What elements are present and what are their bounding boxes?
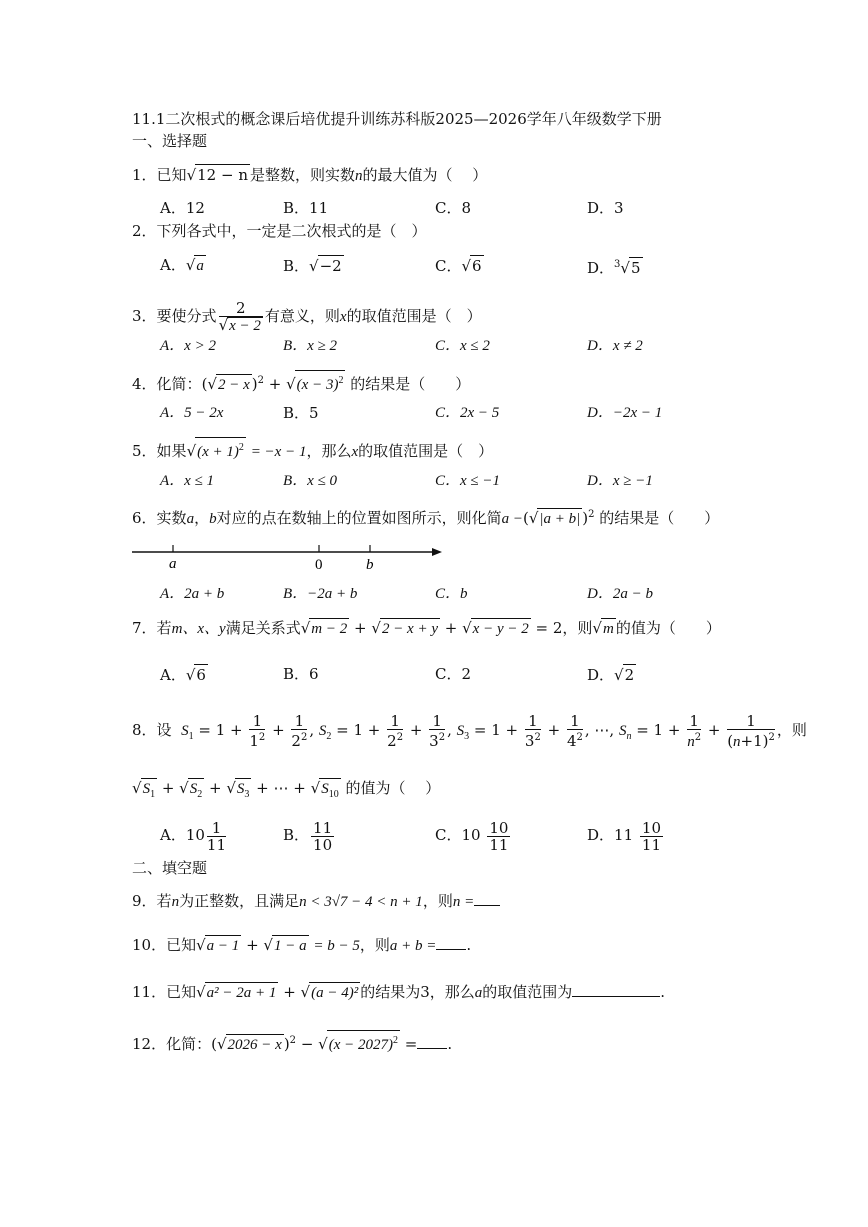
q2-option-c: C．√6 bbox=[435, 257, 482, 275]
question-12: 12．化简：(√2026 − x )$^2 - √(x - 2027)^2$ = . bbox=[132, 1030, 452, 1055]
q4-option-a: A．5 − 2x bbox=[160, 405, 224, 421]
section-heading-fill: 二、填空题 bbox=[132, 859, 208, 877]
q2-option-d: D．$^3$√5 bbox=[587, 259, 641, 277]
q7-option-d: D．√2 bbox=[587, 666, 635, 684]
q5-option-d: D．x ≥ −1 bbox=[587, 473, 653, 489]
q6-option-b: B．−2a + b bbox=[283, 586, 358, 602]
section-heading-choice: 一、选择题 bbox=[132, 132, 208, 150]
q1-option-d: D．3 bbox=[587, 199, 624, 217]
q4-option-d: D．−2x − 1 bbox=[587, 405, 663, 421]
q8-option-c: C．10 $\frac{10}{11}$ bbox=[435, 818, 509, 854]
q1-option-c: C．8 bbox=[435, 199, 472, 217]
answer-blank bbox=[436, 935, 466, 950]
question-1: 1．已知√12 − n 是整数，则实数n的最大值为（ ） bbox=[132, 166, 488, 184]
q3-option-a: A．x > 2 bbox=[160, 338, 216, 354]
question-11: 11．已知√a² − 2a + 1 + √(a − 4)² 的结果为3，那么a的取值范围为 . bbox=[132, 983, 666, 1001]
axis-label-zero: 0 bbox=[315, 557, 323, 573]
answer-blank bbox=[572, 982, 660, 997]
q1-option-b: B．11 bbox=[283, 199, 329, 217]
fraction: $\frac{2}{√x - 2}$ bbox=[218, 299, 261, 334]
q5-option-b: B．x ≤ 0 bbox=[283, 473, 338, 489]
q6-option-a: A．2a + b bbox=[160, 586, 225, 602]
q3-option-c: C．x ≤ 2 bbox=[435, 338, 490, 354]
question-2: 2．下列各式中，一定是二次根式的是（ ） bbox=[132, 222, 427, 240]
q7-option-b: B．6 bbox=[283, 665, 319, 683]
q4-option-b: B．5 bbox=[283, 404, 319, 422]
q8-option-a: A．10 $\frac{1}{11}$ bbox=[160, 818, 227, 854]
q5-option-a: A．x ≤ 1 bbox=[160, 473, 215, 489]
q4-option-c: C．2x − 5 bbox=[435, 405, 500, 421]
question-3: 3．要使分式 $\frac{2}{√x - 2}$ 有意义，则x的取值范围是（ ） bbox=[132, 299, 482, 334]
q8-option-d: D．11 $\frac{10}{11}$ bbox=[587, 818, 661, 854]
q6-option-d: D．2a − b bbox=[587, 586, 653, 602]
answer-blank bbox=[474, 891, 500, 906]
question-6: 6．实数a，b对应的点在数轴上的位置如图所示，则化简a −(√|a + b| )$^2$ 的结果是（ ） bbox=[132, 509, 720, 527]
q3-option-b: B．x ≥ 2 bbox=[283, 338, 338, 354]
q7-option-a: A．√6 bbox=[160, 666, 206, 684]
q2-option-a: A．√a bbox=[160, 256, 204, 274]
question-8-line-2: $√S_1 + √S_2 + √S_3$ + ⋯ + $√S_{10}$ 的值为（ ） bbox=[132, 778, 440, 805]
q3-option-d: D．x ≠ 2 bbox=[587, 338, 643, 354]
number-line bbox=[132, 541, 444, 575]
q1-option-a: A．12 bbox=[160, 199, 205, 217]
q7-option-c: C．2 bbox=[435, 665, 472, 683]
question-7: 7．若m、x、y满足关系式√m − 2 + √2 − x + y + √x − y − 2 = 2，则√m 的值为（ ） bbox=[132, 619, 721, 637]
answer-blank bbox=[417, 1034, 447, 1049]
question-8: 8．设 $S_1 = 1$ + $\frac{1}{1^2}$ + $\frac{1}{2^2}$ , $S_2 = 1$ + $\frac{1}{2^2}$ + $\frac{1}{3^2}$ , $S_3 = 1$ + $\frac{1}{3^2}$ + $\frac{1}{4^2}$ , ⋯, $S_n = 1$ + $\frac{1}{n^2}$ + $\frac{1}{(n+1)^2}$ ，则 bbox=[132, 711, 807, 750]
question-5: 5．如果$√(x + 1)^2 = -x - 1$，那么x的取值范围是（ ） bbox=[132, 437, 493, 462]
q2-option-b: B．√−2 bbox=[283, 257, 342, 275]
axis-label-a: a bbox=[169, 556, 177, 572]
question-4: 4．化简：(√2 − x )$^2 + √(x - 3)^2$ 的结果是（ ） bbox=[132, 370, 470, 395]
question-10: 10．已知√a − 1 + √1 − a = b − 5，则a + b = . bbox=[132, 936, 472, 954]
radical-sign-icon: √ bbox=[186, 166, 197, 184]
q5-option-c: C．x ≤ −1 bbox=[435, 473, 501, 489]
document-title: 11.1二次根式的概念课后培优提升训练苏科版2025—2026学年八年级数学下册 bbox=[132, 110, 662, 128]
axis-label-b: b bbox=[366, 557, 374, 573]
q6-option-c: C．b bbox=[435, 586, 468, 602]
question-9: 9．若n为正整数，且满足n < 3√7 − 4 < n + 1，则n = bbox=[132, 891, 500, 912]
q8-option-b: B． $\frac{11}{10}$ bbox=[283, 818, 333, 854]
